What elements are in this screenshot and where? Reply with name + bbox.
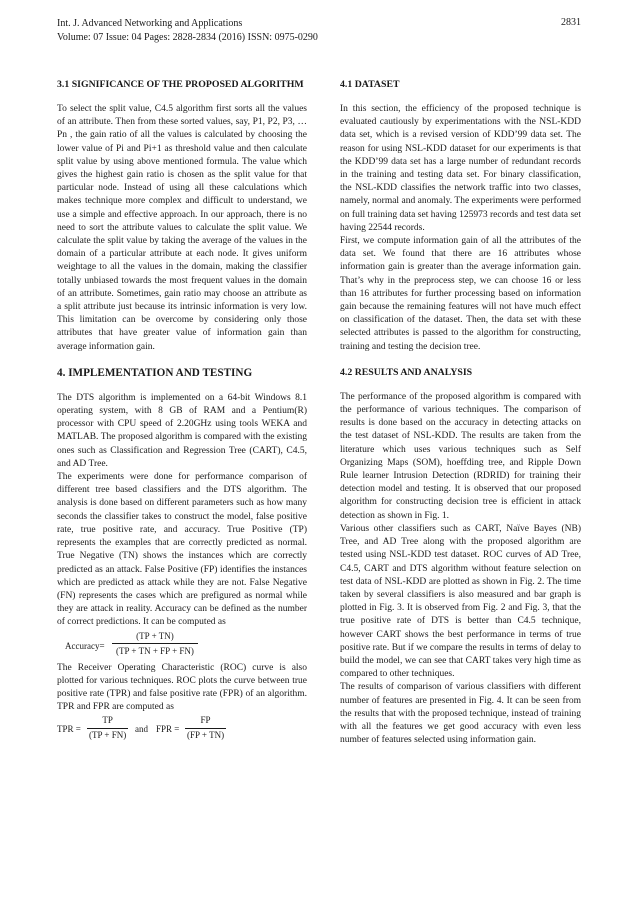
tpr-denominator: (TP + FN): [87, 728, 128, 742]
and-word: and: [135, 724, 148, 735]
section-4-heading: 4. IMPLEMENTATION AND TESTING: [57, 366, 253, 379]
accuracy-equation: [57, 630, 307, 662]
right-column: [340, 78, 581, 747]
section-4-2-paragraph-1: The performance of the proposed algorithm is compared with the performance of various techniques. The comparison of results is done based on the accuracy in detecting attacks on the test dataset of NSL-KDD. The results are taken from the literature which uses various techniques such as Self Organizing Maps (SOM), hoeffding tree, and Ripple Down Rule learner Intrusion Detection (RDRID) for training their detection model and testing. It is observed that our proposed algorithm for constructing decision tree is efficient in attack detection as shown in Fig. 1.: [340, 391, 581, 521]
accuracy-fraction: [112, 630, 198, 658]
accuracy-equation-lhs: Accuracy=: [65, 640, 105, 651]
section-4-paragraph-2: The experiments were done for performance comparison of different tree based classifiers and the DTS algorithm. The analysis is done based on different parameters such as how many seconds the classifier takes to construct the model, false positive rate, true positive rate, and accuracy. True Positive (TP) represents the examples that are correctly predicted as normal. True Negative (TN) shows the instances which are correctly predicted as an attack. False Positive (FP) identifies the instances which are predicted as attack while they are not. False Negative (FN) represents the cases which are prefigured as normal while they are attack in reality. Accuracy can be defined as the number of correct predictions. It can be computed as: [57, 472, 307, 628]
running-header: [57, 17, 318, 45]
fpr-fraction: [185, 714, 226, 741]
section-4-2-heading: 4.2 RESULTS AND ANALYSIS: [340, 366, 473, 378]
journal-name: Int. J. Advanced Networking and Applications: [57, 18, 243, 29]
fpr-lhs: FPR =: [156, 724, 180, 735]
section-4-2-paragraph-3: The results of comparison of various classifiers with different number of features are presented in Fig. 4. It can be seen from the results that with the proposed technique, instead of training with all the features we get good accuracy with even less number of features selected using information gain.: [340, 682, 581, 746]
section-4-1-heading: 4.1 DATASET: [340, 79, 400, 90]
accuracy-numerator: (TP + TN): [136, 630, 174, 641]
tpr-fpr-equation: [57, 714, 307, 742]
accuracy-denominator: (TP + TN + FP + FN): [112, 643, 198, 658]
section-4-paragraph-1: The DTS algorithm is implemented on a 64-bit Windows 8.1 operating system, with 8 GB of RAM and a Pentium(R) processor with CPU speed of 2.20GHz using tools WEKA and MATLAB. The proposed algorithm is compared with the existing ones such as Classification and Regression Tree (CART), C4.5, and AD Tree.: [57, 392, 307, 469]
left-column: [57, 78, 307, 742]
section-4-paragraph-3: The Receiver Operating Characteristic (ROC) curve is also plotted for various techniques. ROC plots the curve between true positive rate (TPR) and false positive rate (FPR) of an algorithm. TPR and FPR are computed as: [57, 662, 307, 713]
tpr-numerator: TP: [102, 715, 113, 726]
fpr-denominator: (FP + TN): [185, 728, 226, 742]
tpr-lhs: TPR =: [57, 724, 81, 735]
section-3-1-heading: 3.1 SIGNIFICANCE OF THE PROPOSED ALGORITHM: [57, 79, 304, 90]
section-4-1-paragraph-2: First, we compute information gain of all the attributes of the data set. We found that there are 16 attributes whose information gain is greater than the average information gain. That’s why in the preprocess step, we can choose 16 or less than 16 attributes for further processing based on information gain because the remaining features will not have much effect on classification of the dataset. Then, the data set with these selected attributes is passed to the algorithm for constructing, training and testing the decision tree.: [340, 236, 581, 352]
fpr-numerator: FP: [200, 715, 211, 726]
section-3-1-paragraph: To select the split value, C4.5 algorithm first sorts all the values of an attribute. Then from these sorted values, say, P1, P2, P3, … Pn , the gain ratio of all the values is calculated by choosing the lower value of Pi and Pi+1 as threshold value and then calculate split value by using above mentioned formula. The value which gives the highest gain ratio is chosen as the split value for that particular node. Instead of using all these calculations which makes technique more complex and difficult to understand, we use a simple and effective approach. In our approach, there is no need to sort the attribute values to calculate the split value. We calculate the split value by taking the average of the values in the domain of a particular attribute at each node. It gives uniform weightage to all the values in the domain, making the classifier totally unbiased towards the most frequent values in the domain of an attribute. Sometimes, gain ratio may choose an attribute as a split attribute just because its intrinsic information is very low. This limitation can be overcome by considering only those attributes that have greater value of information gain than average information gain.: [57, 104, 307, 352]
section-4-1-paragraph-1: In this section, the efficiency of the proposed technique is evaluated cautiously by experimentations with the NSL-KDD data set, which is a revised version of KDD’99 data set. The reason for using NSL-KDD dataset for our experiments is that the KDD’99 data set has a large number of redundant records in the training and testing data set. For binary classification, the NSL-KDD classifies the network traffic into two classes, namely, normal and anomaly. The experiments were performed on full training data set having 125973 records and test data set having 22544 records.: [340, 104, 581, 233]
tpr-fraction: [87, 714, 128, 741]
section-4-2-paragraph-2: Various other classifiers such as CART, Naïve Bayes (NB) Tree, and AD Tree along with the proposed algorithm are tested using NSL-KDD test dataset. ROC curves of AD Tree, C4.5, CART and DTS algorithm without feature selection on test data of NSL-KDD are plotted as shown in Fig. 2. The time taken by several classifiers is also measured and bar graph is plotted in Fig. 3. It is observed from Fig. 2 and Fig. 3, that the true positive rate of DTS is better than C4.5 technique, however CART shows the best performance in terms of true positive rate. But if we compare the results in terms of delay to build the model, we can see that CART takes very high time as compared to other techniques.: [340, 523, 581, 680]
volume-info: Volume: 07 Issue: 04 Pages: 2828-2834 (2016) ISSN: 0975-0290: [57, 32, 318, 43]
page-number: 2831: [561, 17, 581, 28]
